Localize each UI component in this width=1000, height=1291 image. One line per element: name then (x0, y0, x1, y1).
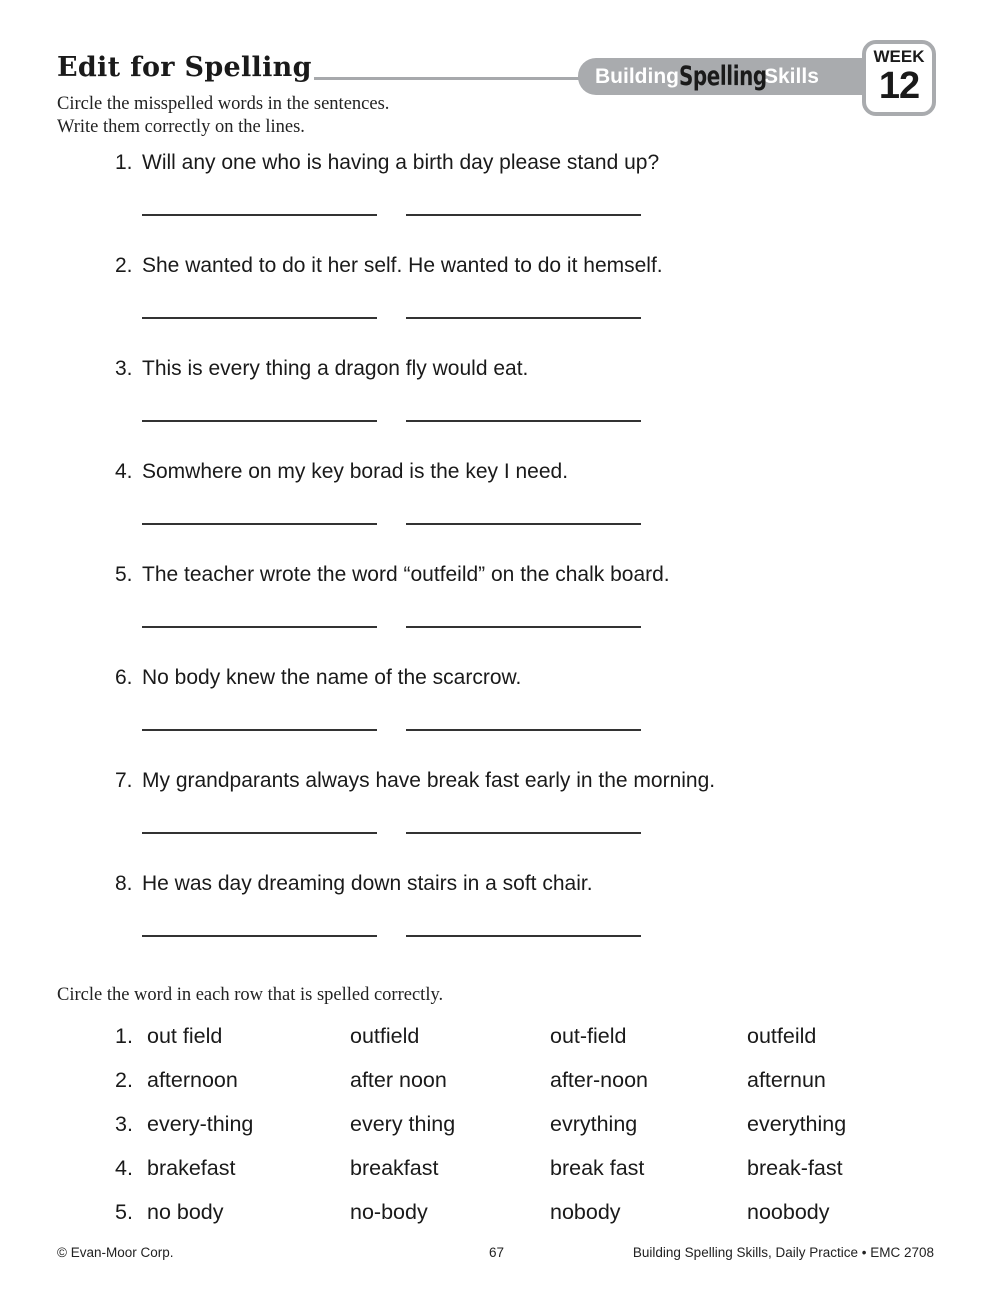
word-option[interactable]: everything (747, 1112, 847, 1136)
sentence-text: My grandparants always have break fast early in the morning. (142, 769, 716, 792)
word-option[interactable]: no-body (350, 1200, 428, 1224)
word-choice-row (115, 1112, 945, 1140)
row-number: 4. (115, 1156, 133, 1180)
sentence-text: This is every thing a dragon fly would eat. (142, 357, 529, 380)
series-banner (578, 58, 878, 95)
row-number: 5. (115, 1200, 133, 1224)
sentence-text: Will any one who is having a birth day please stand up? (142, 151, 660, 174)
answer-line[interactable] (406, 317, 641, 319)
word-option[interactable]: after noon (350, 1068, 447, 1092)
answer-line[interactable] (142, 317, 377, 319)
week-number: 12 (878, 65, 920, 107)
sentence-text: She wanted to do it her self. He wanted to do it hemself. (142, 254, 663, 277)
sentence-item (115, 254, 663, 278)
word-option[interactable]: noobody (747, 1200, 830, 1224)
sentence-item (115, 357, 528, 381)
word-option[interactable]: no body (147, 1200, 224, 1224)
sentence-text: No body knew the name of the scarcrow. (142, 666, 522, 689)
sentence-text: He was day dreaming down stairs in a soft chair. (142, 872, 593, 895)
item-number: 1. (115, 151, 133, 174)
answer-line[interactable] (142, 420, 377, 422)
instruction-line-2: Write them correctly on the lines. (57, 117, 305, 137)
sentence-text: The teacher wrote the word “outfeild” on the chalk board. (142, 563, 670, 586)
word-option[interactable]: break fast (550, 1156, 645, 1180)
word-choice-row (115, 1200, 945, 1228)
answer-line[interactable] (406, 729, 641, 731)
word-option[interactable]: afternoon (147, 1068, 238, 1092)
banner-skills: Skills (764, 64, 819, 88)
word-option[interactable]: outfield (350, 1024, 420, 1048)
answer-line[interactable] (142, 626, 377, 628)
answer-line[interactable] (142, 935, 377, 937)
answer-line[interactable] (406, 832, 641, 834)
title-rule (314, 77, 589, 80)
sentence-item (115, 460, 568, 484)
item-number: 8. (115, 872, 133, 895)
sentence-text: Somwhere on my key borad is the key I need. (142, 460, 569, 483)
answer-line[interactable] (142, 729, 377, 731)
week-badge (862, 40, 936, 116)
banner-building: Building (595, 64, 679, 88)
answer-line[interactable] (406, 935, 641, 937)
word-option[interactable]: breakfast (350, 1156, 439, 1180)
sentence-item (115, 666, 521, 690)
word-option[interactable]: break-fast (747, 1156, 843, 1180)
section2-instruction: Circle the word in each row that is spelled correctly. (57, 985, 444, 1005)
page-title: Edit for Spelling (57, 52, 312, 83)
answer-line[interactable] (406, 214, 641, 216)
footer-copyright: © Evan-Moor Corp. (57, 1245, 174, 1260)
word-option[interactable]: evrything (550, 1112, 638, 1136)
page-number: 67 (489, 1245, 505, 1260)
instruction-line-1: Circle the misspelled words in the sentences. (57, 94, 390, 114)
word-option[interactable]: out-field (550, 1024, 627, 1048)
sentence-item (115, 872, 593, 896)
item-number: 6. (115, 666, 133, 689)
row-number: 3. (115, 1112, 133, 1136)
banner-spelling: Spelling (678, 61, 767, 92)
word-option[interactable]: outfeild (747, 1024, 817, 1048)
item-number: 4. (115, 460, 133, 483)
row-number: 2. (115, 1068, 133, 1092)
item-number: 7. (115, 769, 133, 792)
answer-line[interactable] (142, 523, 377, 525)
word-option[interactable]: nobody (550, 1200, 621, 1224)
word-choice-row (115, 1156, 945, 1184)
word-option[interactable]: every thing (350, 1112, 456, 1136)
word-choice-row (115, 1068, 945, 1096)
word-option[interactable]: afternun (747, 1068, 826, 1092)
answer-line[interactable] (142, 214, 377, 216)
week-label: WEEK (873, 47, 925, 66)
word-option[interactable]: out field (147, 1024, 223, 1048)
footer-series: Building Spelling Skills, Daily Practice • EMC 2708 (632, 1245, 934, 1260)
word-option[interactable]: every-thing (147, 1112, 254, 1136)
item-number: 2. (115, 254, 133, 277)
sentence-item (115, 769, 715, 793)
word-option[interactable]: after-noon (550, 1068, 649, 1092)
word-option[interactable]: brakefast (147, 1156, 236, 1180)
item-number: 5. (115, 563, 133, 586)
item-number: 3. (115, 357, 133, 380)
word-choice-row (115, 1024, 945, 1052)
answer-line[interactable] (142, 832, 377, 834)
row-number: 1. (115, 1024, 133, 1048)
answer-line[interactable] (406, 626, 641, 628)
answer-line[interactable] (406, 420, 641, 422)
sentence-item (115, 563, 670, 587)
sentence-item (115, 151, 659, 175)
answer-line[interactable] (406, 523, 641, 525)
